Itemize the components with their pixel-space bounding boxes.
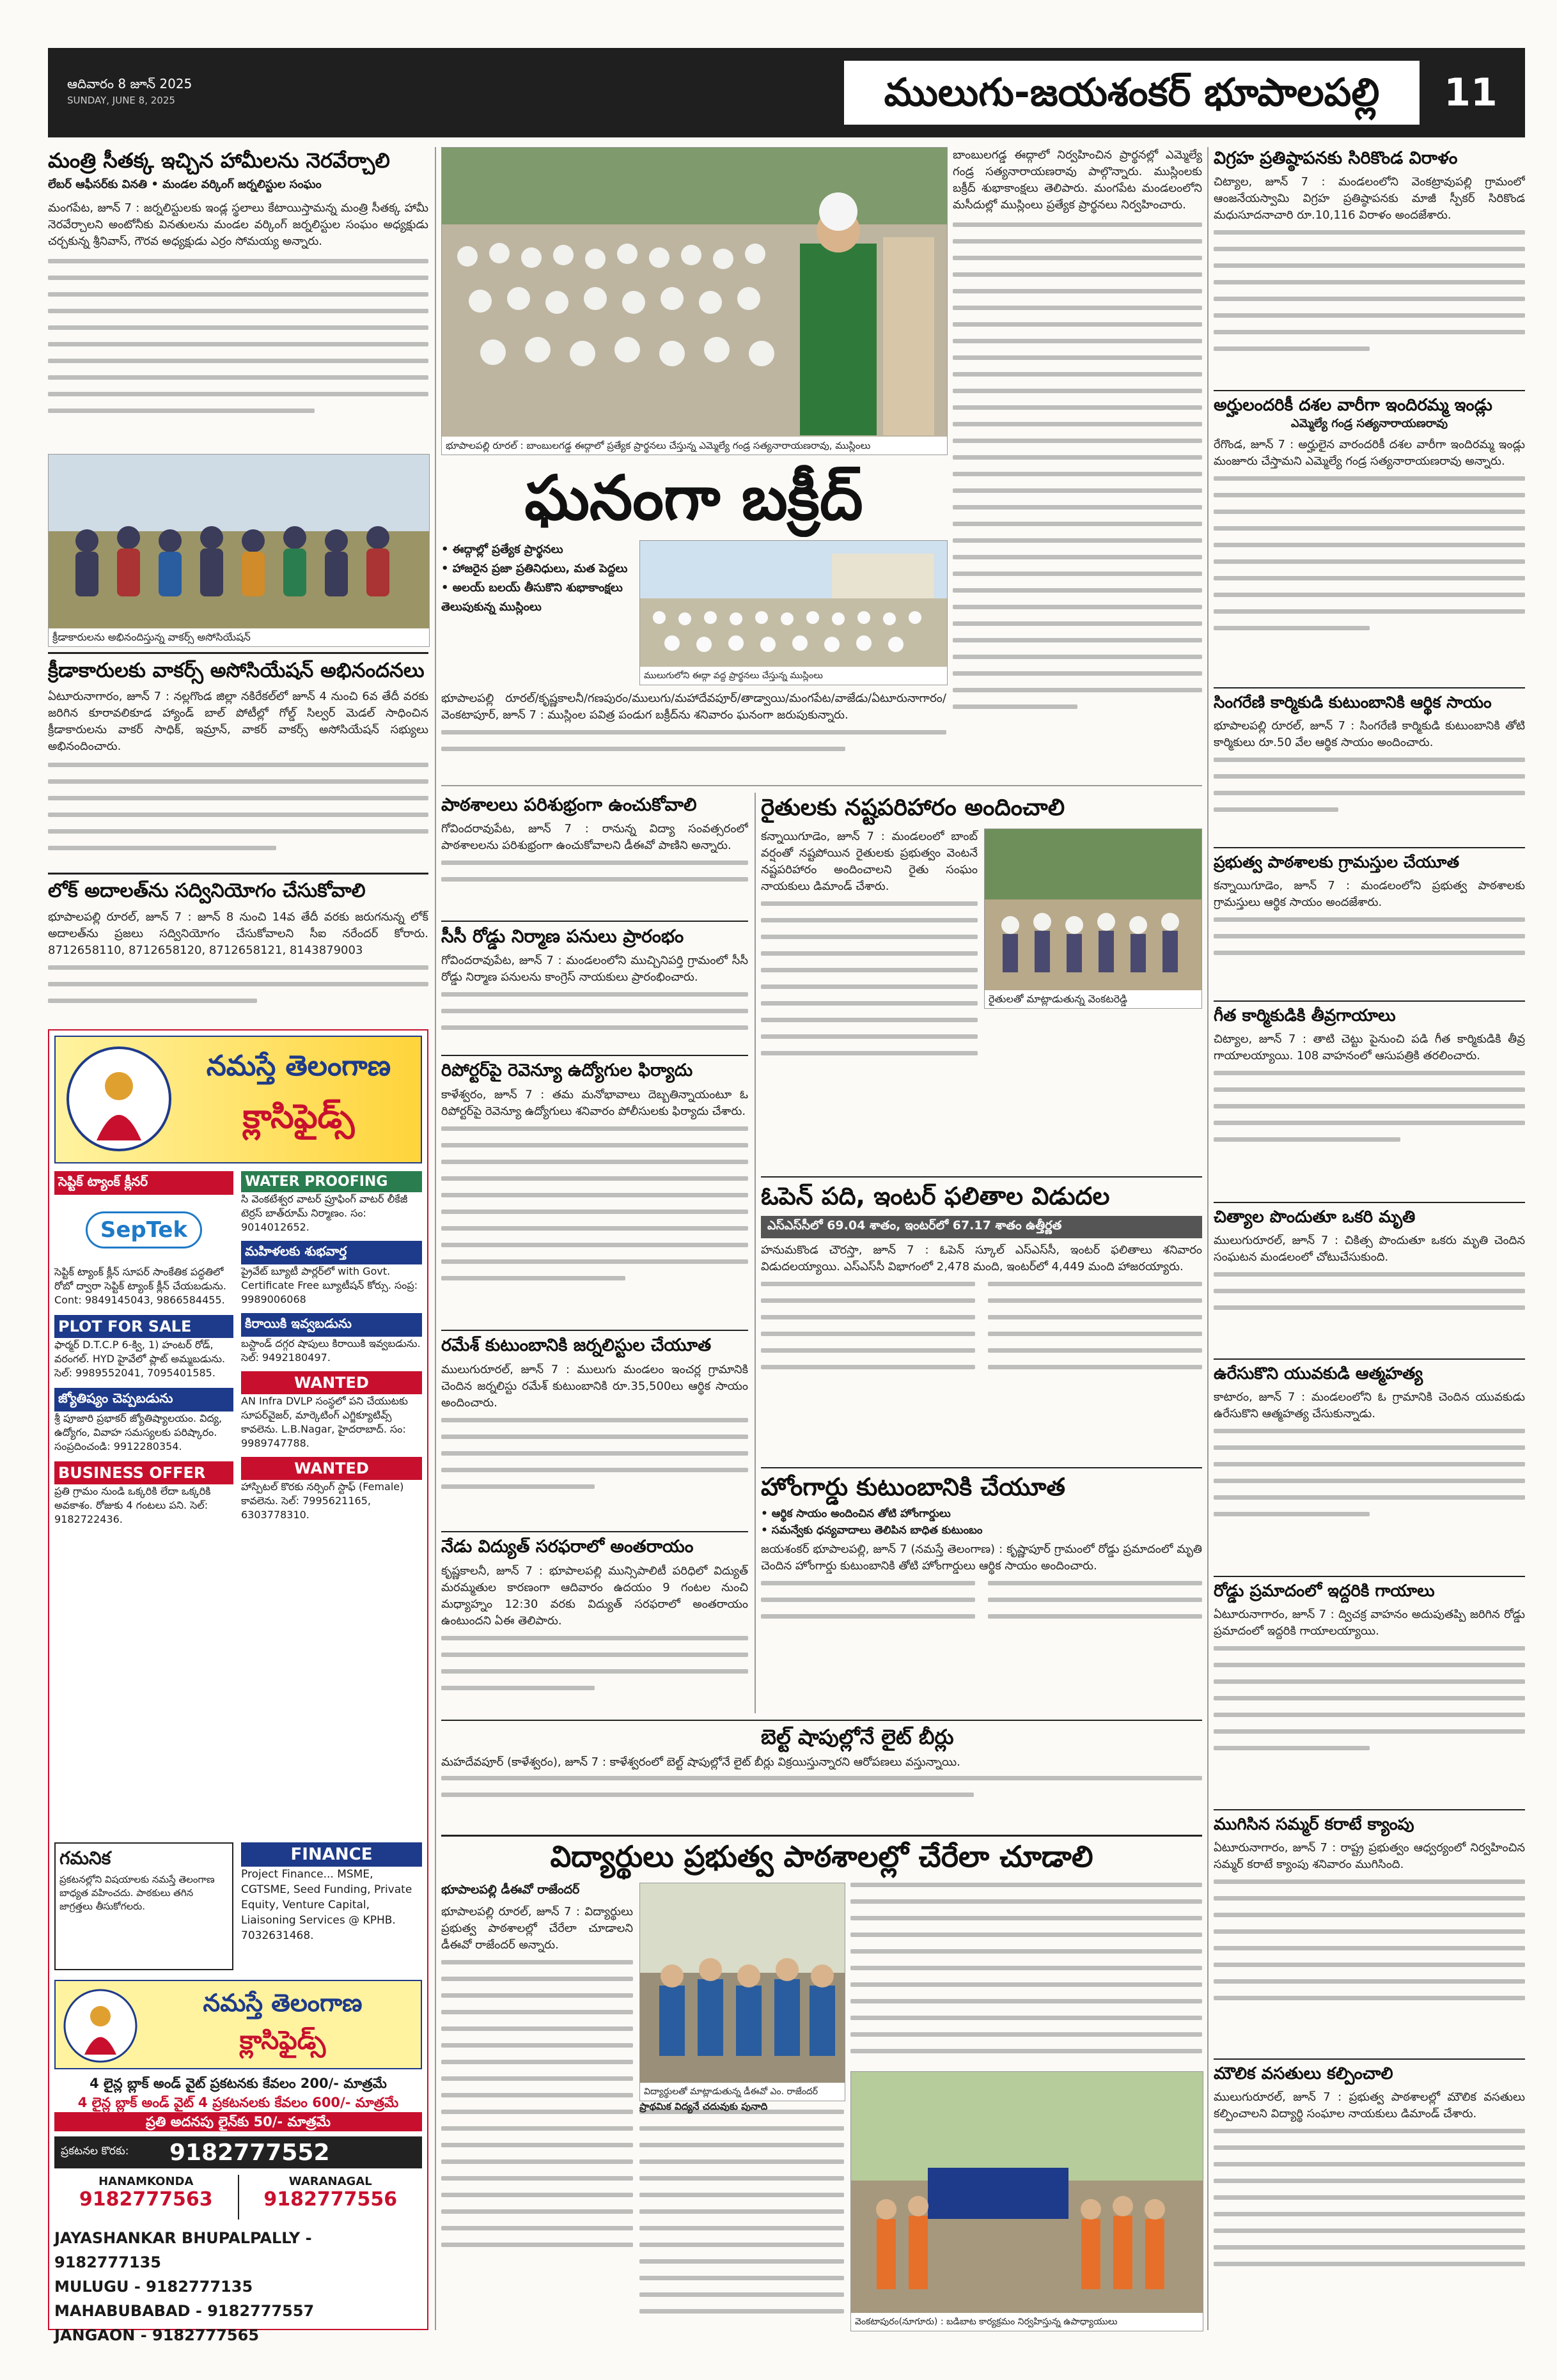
finance-ad — [241, 1842, 422, 1970]
offer-line-1: 4 లైన్ల బ్లాక్ అండ్ వైట్ ప్రకటనకు కేవలం 200/- మాత్రమే — [90, 2076, 387, 2091]
story-body: భూపాలపల్లి రూరల్, జూన్ 7 : సింగరేణి కార్మికుడి కుటుంబానికి తోటి కార్మికులు రూ.50 వేల ఆర్థిక సాయం అందించారు. — [1214, 719, 1525, 749]
rate-offers — [54, 2074, 422, 2131]
gamanika-heading: గమనిక — [59, 1847, 111, 1869]
bullet-item: • హాజరైన ప్రజా ప్రతినిధులు, మత పెద్దలు — [441, 562, 628, 575]
results-bar: ఎస్ఎస్‌సీలో 69.04 శాతం, ఇంటర్‌లో 67.17 శాతం ఉత్తీర్ణత — [761, 1216, 1202, 1238]
story-power-cut — [441, 1531, 748, 1710]
ad-women-heading: మహిళలకు శుభవార్త — [241, 1241, 422, 1264]
photo-caption: క్రీడాకారులను అభినందిస్తున్న వాకర్స్ అసోసియేషన్ — [49, 628, 429, 646]
date-english: SUNDAY, JUNE 8, 2025 — [67, 95, 175, 106]
ad-rent-heading: కిరాయికి ఇవ్వబడును — [241, 1313, 422, 1337]
body-continued — [441, 1418, 748, 1489]
story-cc-roads — [441, 921, 748, 1048]
ad-water-body: సి వెంకటేశ్వర వాటర్ ప్రూఫింగ్ వాటర్ లీకేజీ టెర్రస్ బాత్‌రూమ్ నిర్మాణం. సం: 9014012652. — [241, 1193, 408, 1233]
headline: లోక్ అదాలత్‌ను సద్వినియోగం చేసుకోవాలి — [48, 873, 428, 904]
story-lok-adalat — [48, 873, 428, 1020]
headline: ముగిసిన సమ్మర్ కరాటే క్యాంపు — [1214, 1809, 1525, 1836]
story-body: గోవిందరావుపేట, జూన్ 7 : మండలంలోని ముచ్చినిపర్తి గ్రామంలో సీసీ రోడ్డు నిర్మాణ పనులను కాంగ్రెస్ నాయకులు ప్రారంభించారు. — [441, 954, 748, 984]
story-walkers — [48, 652, 428, 863]
story-belt-shops — [441, 1720, 1202, 1825]
branch-contacts — [54, 2175, 422, 2220]
district-contacts — [54, 2226, 422, 2347]
crowd-prayer-image — [442, 148, 947, 437]
story-body: కాళేశ్వరం, జూన్ 7 : తమ మనోభావాలు దెబ్బతిన్నాయంటూ ఓ రిపోర్టర్‌పై రెవెన్యూ ఉద్యోగులు శనివారం పోలీసులకు ఫిర్యాదు చేశారు. — [441, 1088, 748, 1118]
story-accident — [1214, 1576, 1525, 1803]
headline: క్రీడాకారులకు వాకర్స్ అసోసియేషన్ అభినందనలు — [48, 652, 428, 683]
body-continued — [1214, 1272, 1525, 1310]
story-body: గోవిందరావుపేట, జూన్ 7 : రానున్న విద్యా సంవత్సరంలో పాఠశాలలను పరిశుభ్రంగా ఉంచుకోవాలని డీఈవో పాణిని అన్నారు. — [441, 822, 748, 852]
headline: విగ్రహ ప్రతిష్ఠాపనకు సిరికొండ విరాళం — [1214, 148, 1458, 168]
byline: భూపాలపల్లి డీఈవో రాజేందర్ — [441, 1883, 580, 1897]
headline: పాఠశాలలు పరిశుభ్రంగా ఉంచుకోవాలి — [441, 794, 697, 815]
branch-hanamkonda: HANAMKONDA 9182777563 — [79, 2175, 213, 2211]
column-divider — [1207, 147, 1209, 2330]
bakrid-continuation — [953, 147, 1202, 780]
story-farmers — [761, 793, 1202, 1170]
students-body-col3 — [850, 1883, 1202, 2068]
story-body: ములుగురూరల్, జూన్ 7 : చికిత్స పొందుతూ ఒకరు మృతి చెందిన సంఘటన మండలంలో చోటుచేసుకుంది. — [1214, 1234, 1525, 1264]
farmers-meeting-image — [985, 829, 1202, 990]
headline: నేడు విద్యుత్ సరఫరాలో అంతరాయం — [441, 1531, 748, 1559]
ad-finance-body: Project Finance... MSME, CGTSME, Seed Funding, Private Equity, Venture Capital, Liaisoning Services @ KPHB. 7032631468. — [241, 1868, 412, 1942]
section-divider — [441, 785, 1202, 786]
story-body: చిట్యాల, జూన్ 7 : మండలంలోని వెంకట్రావుపల్లి గ్రామంలో ఆంజనేయస్వామి విగ్రహ ప్రతిష్ఠాపనకు మాజీ స్పీకర్ సిరికొండ మధుసూదనాచారి రూ.10,116 విరాళం అందజేశారు. — [1214, 175, 1525, 222]
ad-women-body: ప్రైవేట్ బ్యూటీ పార్లర్‌లో with Govt. Certificate Free బ్యూటీషన్ కోర్సు. సంప్ర: 9989006068 — [241, 1265, 418, 1305]
ad-wanted-body: AN Infra DVLP సంస్థలో పని చేయుటకు సూపర్‌వైజర్, మార్కెటింగ్ ఎగ్జిక్యూటివ్స్ కావలెను. L.B.Nagar, హైదరాబాద్. సం: 9989747788. — [241, 1395, 408, 1449]
ad-plot-body: ఫార్మర్ D.T.C.P 6-క్వి, 1) హంటర్ రోడ్, వరంగల్. HYD హైవేలో ప్లాట్ అమ్మబడును. సెల్: 9989552041, 7095401585. — [54, 1339, 226, 1379]
headline: బెల్ట్ షాపుల్లోనే లైట్ బీర్లు — [441, 1720, 1202, 1750]
story-body: భూపాలపల్లి రూరల్, జూన్ 7 : విద్యార్థులు ప్రభుత్వ పాఠశాలల్లో చేరేలా చూడాలని డీఈవో రాజేందర్ అన్నారు. — [441, 1905, 633, 1952]
story-villagers-help — [1214, 847, 1525, 994]
headline: గీత కార్మికుడికి తీవ్రగాయాలు — [1214, 1000, 1525, 1027]
story-body: జయశంకర్ భూపాలపల్లి, జూన్ 7 (నమస్తే తెలంగాణ) : కృష్ణాపూర్ గ్రామంలో రోడ్డు ప్రమాదంలో మృతి చెందిన హోంగార్డు కుటుంబానికి తోటి హోంగార్డులు ఆర్థిక సాయం అందించారు. — [761, 1543, 1202, 1573]
walkers-photo — [48, 454, 430, 647]
body-continued — [850, 1883, 1202, 2053]
headline: ఓపెన్ పది, ఇంటర్ ఫలితాల విడుదల — [761, 1176, 1202, 1212]
story-suicide — [1214, 1358, 1525, 1569]
headline: మంత్రి సీతక్క ఇచ్చిన హామీలను నెరవేర్చాలి — [48, 148, 390, 173]
story-homeguard — [761, 1467, 1202, 1710]
headline: చిత్యాల పొందుతూ ఒకరి మృతి — [1214, 1202, 1525, 1229]
bullet-item: • అలయ్ బలయ్ తీసుకొని శుభాకాంక్షలు తెలుపుకున్న ముస్లింలు — [441, 581, 623, 614]
headline: రోడ్డు ప్రమాదంలో ఇద్దరికి గాయాలు — [1214, 1576, 1525, 1603]
body-continued — [953, 222, 1202, 709]
story-seethakka — [48, 147, 428, 451]
date-telugu: ఆదివారం 8 జూన్ 2025 — [67, 76, 192, 91]
photo-caption: విద్యార్థులతో మాట్లాడుతున్న డీఈవో ఎం. రాజేందర్ — [640, 2083, 845, 2101]
goddess-logo-icon — [62, 1987, 139, 2064]
gamanika-body: ప్రకటనల్లోని విషయాలకు నమస్తే తెలంగాణ బాధ్యత వహించదు. పాఠకులు తగిన జాగ్రత్తలు తీసుకోగలరు. — [59, 1874, 215, 1912]
story-chitfund — [1214, 1202, 1525, 1352]
story-body: కాటారం, జూన్ 7 : మండలంలోని ఓ గ్రామానికి చెందిన యువకుడు ఉరేసుకొని ఆత్మహత్య చేసుకున్నాడు. — [1214, 1390, 1525, 1420]
story-summer-camp — [1214, 1809, 1525, 2052]
headline: విద్యార్థులు ప్రభుత్వ పాఠశాలల్లో చేరేలా చూడాలి — [441, 1835, 1202, 1876]
photo-caption: భూపాలపల్లి రూరల్ : బాంబులగడ్డ ఈద్గాలో ప్రత్యేక ప్రార్థనలు చేస్తున్న ఎమ్మెల్యే గండ్ర సత్యనారాయణరావు, ముస్లింలు — [442, 437, 947, 455]
headline: సింగరేణి కార్మికుడి కుటుంబానికి ఆర్థిక సాయం — [1214, 687, 1525, 714]
photo-caption: వెంకటాపురం(నూగూరు) : బడిబాట కార్యక్రమం నిర్వహిస్తున్న ఉపాధ్యాయులు — [851, 2313, 1203, 2331]
ad-plot-heading: PLOT FOR SALE — [54, 1315, 233, 1338]
story-body: ఏటూరునాగారం, జూన్ 7 : ద్విచక్ర వాహనం అదుపుతప్పి జరిగిన రోడ్డు ప్రమాదంలో ఇద్దరికి గాయాలయ్యాయి. — [1214, 1608, 1525, 1638]
story-students-headline — [441, 1835, 1202, 1879]
classifieds-left-column — [54, 1171, 233, 1527]
bullet-item: • సమన్వేకు ధన్యవాదాలు తెలిపిన బాధిత కుటుంబం — [761, 1524, 983, 1537]
story-body: ములుగురూరల్, జూన్ 7 : ములుగు మండలం ఇంచర్ల గ్రామానికి చెందిన జర్నలిస్టు రమేశ్ కుటుంబానికి రూ.35,500లు ఆర్థిక సాయం అందించారు. — [441, 1363, 748, 1410]
bullet-item: • ఆర్థిక సాయం అందించిన తోటి హోంగార్డులు — [761, 1507, 951, 1520]
offer-line-3: ప్రతి అదనపు లైన్‌కు 50/- మాత్రమే — [54, 2112, 422, 2131]
bakrid-main-photo — [441, 147, 948, 455]
bakrid-bullets — [441, 540, 633, 684]
ad-wanted-heading: WANTED — [241, 1371, 422, 1394]
body-continued — [1214, 2129, 1525, 2266]
students-body-col2 — [639, 2110, 844, 2330]
story-body: కన్నాయిగూడెం, జూన్ 7 : మండలంలో బాంబ్ వర్షంతో నష్టపోయిన రైతులకు ప్రభుత్వం వెంటనే నష్టపరిహారం అందించాలని రైతు సంఘం నాయకులు డిమాండ్ చేశారు. — [761, 830, 978, 893]
ad-astro-body: శ్రీ పూజారి ప్రభాకర్ జ్యోతిష్యాలయం. విద్య, ఉద్యోగం, వివాహ సమస్యలకు పరిష్కారం. సంప్రదించండి: 9912280354. — [54, 1412, 223, 1452]
story-body: చిట్యాల, జూన్ 7 : తాటి చెట్టు పైనుంచి పడి గీత కార్మికుడికి తీవ్ర గాయాలయ్యాయి. 108 వాహనంలో ఆసుపత్రికి తరలించారు. — [1214, 1032, 1525, 1062]
body-continued — [441, 730, 946, 751]
ad-septic-heading: సెప్టిక్ ట్యాంక్ క్లీనర్ — [54, 1171, 233, 1195]
body-continued — [1214, 230, 1525, 351]
column-divider — [435, 147, 436, 2330]
story-singareni — [1214, 687, 1525, 841]
story-body: కన్నాయిగూడెం, జూన్ 7 : మండలంలోని ప్రభుత్వ పాఠశాలకు గ్రామస్తులు ఆర్థిక సాయం అందజేశారు. — [1214, 879, 1525, 909]
body-continued — [639, 2110, 844, 2314]
students-photo-1 — [639, 1883, 845, 2101]
district-row: MULUGU - 9182777135 — [54, 2278, 253, 2296]
bottom-banner-subtitle: క్లాసిఫైడ్స్ — [239, 2026, 326, 2055]
ad-business-body: ప్రతి గ్రామం నుండి ఒక్కరికి లేదా ఒక్కరికి అవకాశం. రోజుకు 4 గంటలు పని. సెల్: 9182722436. — [54, 1485, 211, 1525]
homeguard-bullets — [761, 1505, 1202, 1539]
ad-business-heading: BUSINESS OFFER — [54, 1461, 233, 1484]
body-continued — [48, 259, 428, 413]
story-reporter-complaint — [441, 1055, 748, 1323]
district-row: MAHABUBABAD - 9182777557 — [54, 2302, 315, 2320]
story-results — [761, 1176, 1202, 1461]
badibata-rally-image — [851, 2072, 1203, 2313]
bottom-banner-title: నమస్తే తెలంగాణ — [203, 1989, 363, 2017]
body-continued — [441, 1636, 748, 1690]
farmers-photo — [984, 828, 1202, 1009]
body-continued — [48, 763, 428, 850]
branch-waranagal: WARANAGAL 9182777556 — [238, 2175, 423, 2220]
story-body: మహదేవపూర్ (కాళేశ్వరం), జూన్ 7 : కాళేశ్వరంలో బెల్ట్ షాపుల్లోనే లైట్ బీర్లు విక్రయిస్తున్నారని ఆరోపణలు వస్తున్నాయి. — [441, 1755, 960, 1769]
subhead: ఎమ్మెల్యే గండ్ర సత్యనారాయణరావు — [1290, 417, 1448, 430]
ad-finance-heading: FINANCE — [241, 1842, 422, 1867]
story-body: బాంబులగడ్డ ఈద్గాలో నిర్వహించిన ప్రార్థనల్లో ఎమ్మెల్యే గండ్ర సత్యనారాయణరావు పాల్గొన్నారు. ముస్లింలకు బక్రీద్ శుభాకాంక్షలు తెలిపారు. మంగపేట మండలంలోని మసీదుల్లో ముస్లింలు ప్రత్యేక ప్రార్థనలు నిర్వహించారు. — [953, 148, 1202, 212]
contact-phone: 9182777552 — [169, 2139, 330, 2166]
bottom-classifieds-banner — [54, 1980, 422, 2069]
body-continued — [1214, 758, 1525, 812]
headline: సీసీ రోడ్డు నిర్మాణ పనులు ప్రారంభం — [441, 921, 748, 949]
story-body: ఏటూరునాగారం, జూన్ 7 : నల్లగొండ జిల్లా నకిరేకల్‌లో జూన్ 4 నుంచి 6వ తేదీ వరకు జరిగిన కూరావలికూడ హ్యాండ్ బాల్ పోటీల్లో గోల్డ్ సిల్వర్ మెడల్ సాధించిన క్రీడాకారులను వాకర్ సాధిక్, ఇమ్రాన్, వాకర్ వాకర్స్ అసోసియేషన్ సభ్యులు అభినందించారు. — [48, 690, 428, 753]
body-continued — [761, 1282, 1202, 1381]
septek-logo: SepTek — [54, 1195, 233, 1265]
body-continued — [1214, 917, 1525, 955]
headline: ప్రభుత్వ పాఠశాలకు గ్రామస్తుల చేయూత — [1214, 847, 1525, 874]
story-body: ములుగురూరల్, జూన్ 7 : ప్రభుత్వ పాఠశాలల్లో మౌలిక వసతులు కల్పించాలని విద్యార్థి సంఘాల నాయకులు డిమాండ్ చేశారు. — [1214, 2090, 1525, 2120]
story-body: హనుమకొండ చౌరస్తా, జూన్ 7 : ఓపెన్ స్కూల్ ఎస్ఎస్‌సీ, ఇంటర్ ఫలితాలు శనివారం విడుదలయ్యాయి. ఎస్ఎస్‌సీ విభాగంలో 2,478 మంది, ఇంటర్‌లో 4,449 మంది హాజరయ్యారు. — [761, 1243, 1202, 1273]
headline: రిపోర్టర్‌పై రెవెన్యూ ఉద్యోగుల ఫిర్యాదు — [441, 1055, 748, 1083]
photo-caption: ములుగులోని ఈద్గా వద్ద ప్రార్థనలు చేస్తున్న ముస్లింలు — [640, 667, 947, 685]
ad-septic-body: సెప్టిక్ ట్యాంక్ క్లీన్ సూపర్ సాంకేతిక పద్ధతిలో రోబో ద్వారా సెప్టిక్ ట్యాంక్ క్లీన్ చేయబడును. Cont: 9849145043, 9866584455. — [54, 1266, 226, 1306]
story-body: కృష్ణకాలనీ, జూన్ 7 : భూపాలపల్లి మున్సిపాలిటీ పరిధిలో విద్యుత్ మరమ్మతుల కారణంగా ఆదివారం ఉదయం 9 గంటల నుంచి మధ్యాహ్నం 12:30 వరకు విద్యుత్ సరఫరాలో అంతరాయం ఉంటుందని ఏఈ తెలిపారు. — [441, 1564, 748, 1628]
story-body: భూపాలపల్లి రూరల్, జూన్ 7 : జూన్ 8 నుంచి 14వ తేదీ వరకు జరుగనున్న లోక్ అదాలత్‌ను ప్రజలు సద్వినియోగం చేసుకోవాలని సీఐ నరేందర్ కోరారు. 8712658110, 8712658120, 8712658121, 8143879003 — [48, 910, 428, 957]
story-body: భూపాలపల్లి రూరల్/కృష్ణకాలనీ/గణపురం/ములుగు/మహాదేవపూర్/తాడ్వాయి/మంగపేట/వాజేడు/ఏటూరునాగారం/వెంకటాపూర్, జూన్ 7 : ముస్లింల పవిత్ర పండుగ బక్రీద్‌ను శనివారం ఘనంగా జరుపుకున్నారు. — [441, 692, 946, 722]
bullet-item: • ఈద్గాల్లో ప్రత్యేక ప్రార్థనలు — [441, 543, 563, 556]
district-row: JANGAON - 9182777565 — [54, 2326, 260, 2344]
headline: అర్హులందరికీ దశల వారీగా ఇందిరమ్మ ఇండ్లు — [1214, 390, 1525, 417]
body-continued — [441, 1126, 748, 1280]
classifieds-subtitle: క్లాసిఫైడ్స్ — [242, 1098, 355, 1136]
headline: హోంగార్డు కుటుంబానికి చేయూత — [761, 1467, 1202, 1503]
body-continued — [441, 860, 748, 882]
ad-astro-heading: జ్యోతిష్యం చెప్పబడును — [54, 1388, 233, 1412]
ad-wanted2-body: హాస్పిటల్ కొరకు నర్సింగ్ స్టాఫ్ (Female) కావలెను. సెల్: 7995621165, 6303778310. — [241, 1481, 404, 1521]
ad-wanted2-heading: WANTED — [241, 1457, 422, 1480]
photo3-caption: ప్రాథమిక విద్యనే చదువుకు పునాది — [639, 2101, 768, 2112]
headline: ఘనంగా బక్రీద్ — [524, 462, 863, 534]
students-photo-2 — [850, 2071, 1203, 2331]
story-facilities — [1214, 2058, 1525, 2330]
body-continued — [1214, 1879, 1525, 2000]
district-row: JAYASHANKAR BHUPALPALLY - 9182777135 — [54, 2229, 312, 2271]
goddess-logo-icon — [65, 1045, 173, 1153]
page-number: 11 — [1444, 70, 1498, 115]
story-sirikonda — [1214, 147, 1525, 384]
headline: మౌలిక వసతులు కల్పించాలి — [1214, 2058, 1525, 2085]
page-section-title: ములుగు-జయశంకర్ భూపాలపల్లి — [844, 61, 1420, 125]
body-continued — [1214, 1071, 1525, 1142]
body-continued — [1214, 476, 1525, 630]
headline: ఉరేసుకొని యువకుడి ఆత్మహత్య — [1214, 1358, 1525, 1385]
body-continued — [48, 965, 428, 1003]
bakrid-body — [441, 690, 946, 780]
gamanika-box — [54, 1842, 233, 1970]
body-continued — [441, 1776, 1202, 1797]
bakrid-headline-box — [441, 460, 946, 537]
body-continued — [441, 992, 748, 1030]
story-body: రేగొండ, జూన్ 7 : అర్హులైన వారందరికీ దశల వారీగా ఇందిరమ్మ ఇండ్లు మంజూరు చేస్తామని ఎమ్మెల్యే గండ్ర సత్యనారాయణరావు అన్నారు. — [1214, 438, 1525, 468]
story-body: మంగపేట, జూన్ 7 : జర్నలిస్టులకు ఇండ్ల స్థలాలు కేటాయిస్తామన్న మంత్రి సీతక్క హామీ నెరవేర్చాలని అంటోనీకు వినతులను మండల వర్కింగ్ జర్నలిస్టుల సంఘం అధ్యక్షుడు చర్చకున్న శ్రీనివాస్, గౌరవ అధ్యక్షుడు ఎర్రం సోమయ్య అన్నారు. — [48, 201, 428, 248]
story-indiramma — [1214, 390, 1525, 681]
eidgah-prayer-image — [640, 541, 947, 667]
photo-caption: రైతులతో మాట్లాడుతున్న వెంకటరెడ్డి — [985, 990, 1201, 1008]
body-continued — [441, 1960, 633, 2247]
subhead: లేబర్ ఆఫీసర్‌కు వినతి • మండల వర్కింగ్ జర్నలిస్టుల సంఘం — [48, 178, 322, 191]
story-body: ఏటూరునాగారం, జూన్ 7 : రాష్ట్ర ప్రభుత్వం ఆధ్వర్యంలో నిర్వహించిన సమ్మర్ కరాటే క్యాంపు శనివారం ముగిసింది. — [1214, 1841, 1525, 1871]
group-people-image — [49, 455, 429, 628]
header-date — [67, 75, 192, 109]
headline: రైతులకు నష్టపరిహారం అందించాలి — [761, 795, 1065, 821]
body-continued — [761, 901, 978, 1055]
classifieds-section — [48, 1029, 428, 2344]
offer-line-2: 4 లైన్ల బ్లాక్ అండ్ వైట్ 4 ప్రకటనలకు కేవలం 600/- మాత్రమే — [77, 2095, 399, 2110]
classifieds-right-column — [241, 1171, 422, 1522]
contact-label: ప్రకటనల కొరకు: — [61, 2145, 129, 2158]
story-geetha — [1214, 1000, 1525, 1195]
bakrid-photo-2 — [639, 540, 948, 685]
story-students-body — [441, 1883, 633, 2330]
story-schools-clean — [441, 793, 748, 914]
body-continued — [761, 1581, 1202, 1631]
body-continued — [1214, 1646, 1525, 1750]
ad-water-heading: WATER PROOFING — [241, 1171, 422, 1192]
body-continued — [1214, 1429, 1525, 1516]
headline: రమేశ్ కుటుంబానికి జర్నలిస్టుల చేయూత — [441, 1330, 748, 1358]
contact-bar — [54, 2136, 422, 2168]
story-ramesh-family — [441, 1330, 748, 1525]
ad-rent-body: బస్టాండ్ దగ్గర షాపులు కిరాయికి ఇవ్వబడును. సెల్: 9492180497. — [241, 1337, 421, 1364]
column-divider — [755, 793, 756, 1713]
classifieds-title: నమస్తే తెలంగాణ — [206, 1050, 391, 1082]
students-with-deo-image — [640, 1883, 845, 2083]
classifieds-banner — [54, 1036, 422, 1163]
